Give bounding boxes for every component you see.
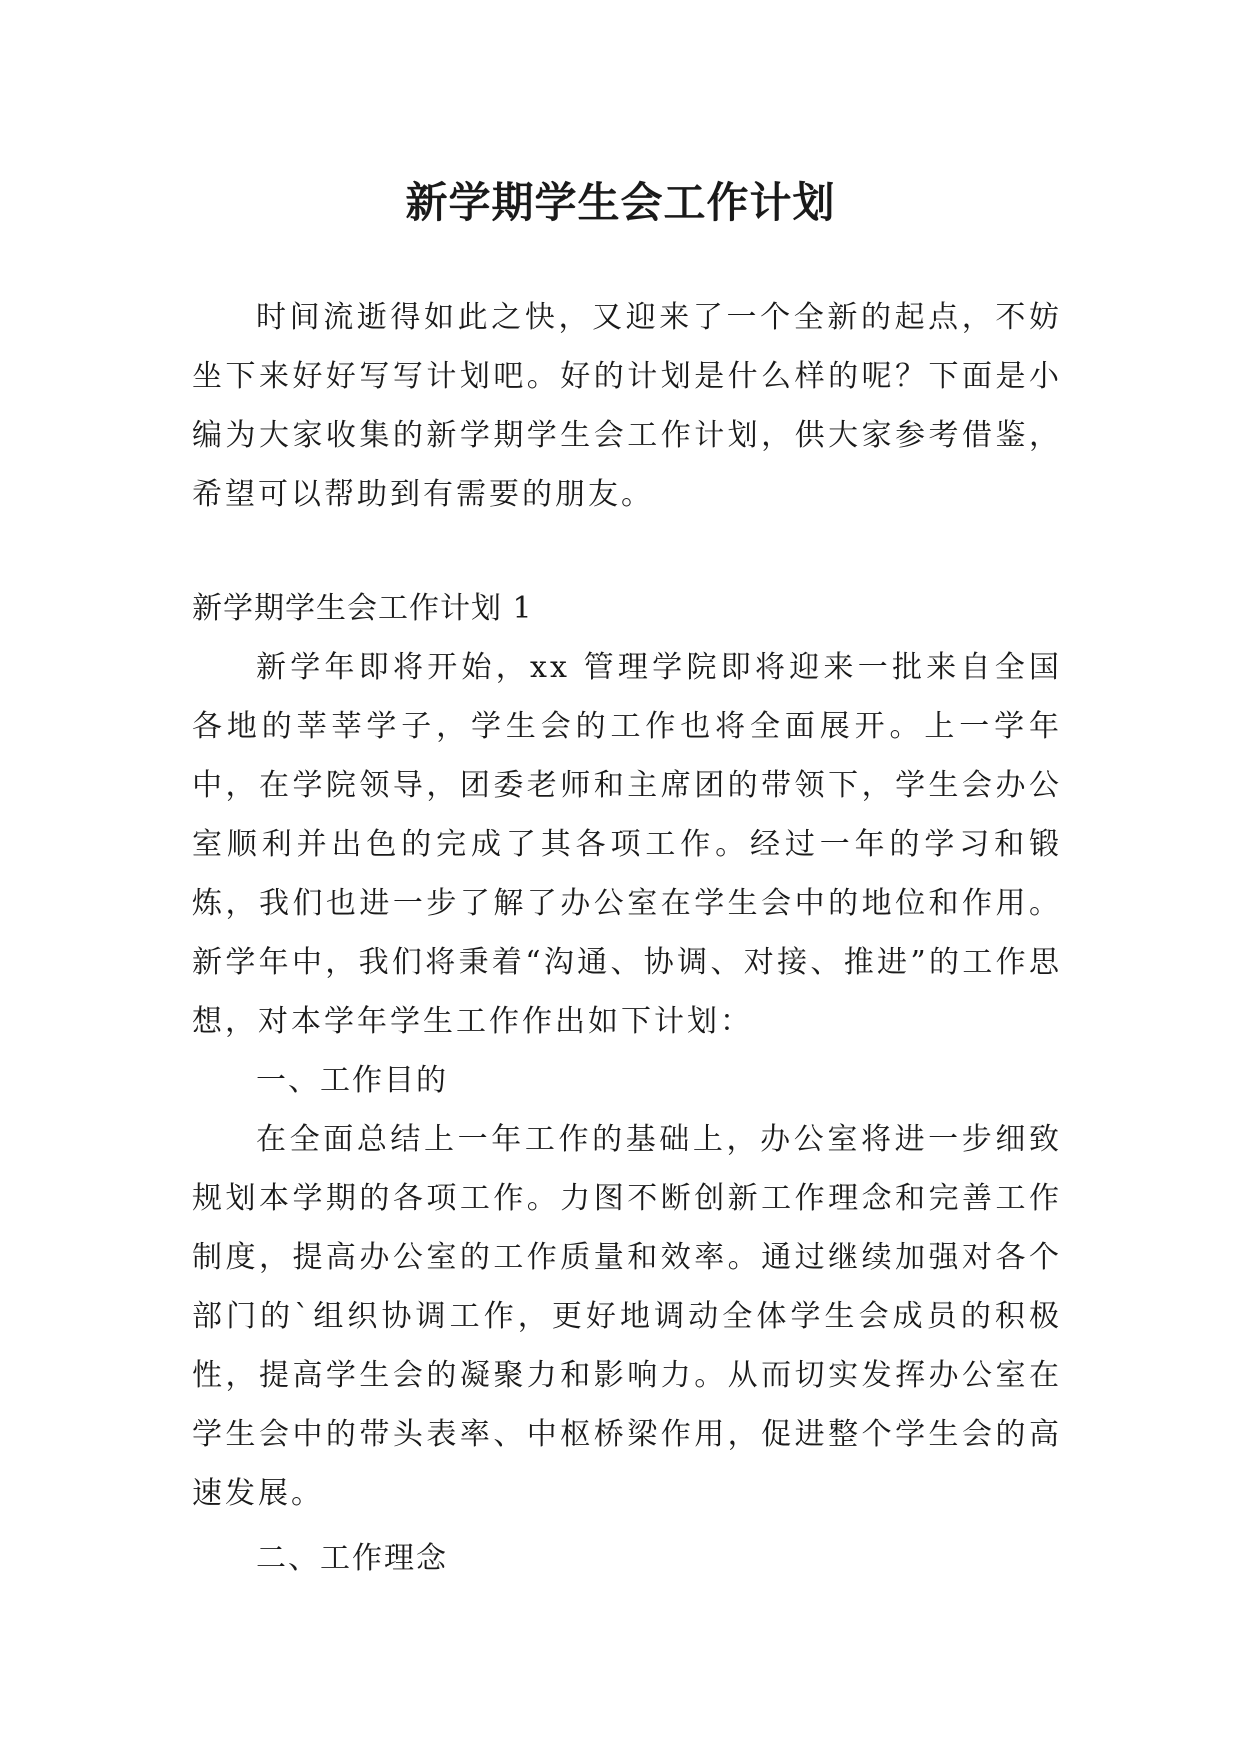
section-title: 新学期学生会工作计划 1 [192, 591, 533, 626]
heading-work-purpose: 一、工作目的 [256, 1063, 448, 1098]
section-paragraph-2: 在全面总结上一年工作的基础上，办公室将进一步细致规划本学期的各项工作。力图不断创新工作理念和完善工作制度，提高办公室的工作质量和效率。通过继续加强对各个部门的`组织协调工作，更好地调动全体学生会成员的积极性，提高学生会的凝聚力和影响力。从而切实发挥办公室在学生会中的带头表率、中枢桥梁作用，促进整个学生会的高速发展。 [192, 1122, 1062, 1511]
heading-work-philosophy: 二、工作理念 [256, 1541, 448, 1576]
intro-paragraph: 时间流逝得如此之快，又迎来了一个全新的起点，不妨坐下来好好写写计划吧。好的计划是什么样的呢？下面是小编为大家收集的新学期学生会工作计划，供大家参考借鉴，希望可以帮助到有需要的朋友。 [192, 300, 1062, 512]
document-title: 新学期学生会工作计划 [405, 178, 836, 228]
document-body [192, 288, 1062, 1588]
section-paragraph-1: 新学年即将开始，xx 管理学院即将迎来一批来自全国各地的莘莘学子，学生会的工作也将全面展开。上一学年中，在学院领导，团委老师和主席团的带领下，学生会办公室顺利并出色的完成了其各项工作。经过一年的学习和锻炼，我们也进一步了解了办公室在学生会中的地位和作用。新学年中，我们将秉着“沟通、协调、对接、推进”的工作思想，对本学年学生工作作出如下计划： [192, 650, 1062, 1039]
